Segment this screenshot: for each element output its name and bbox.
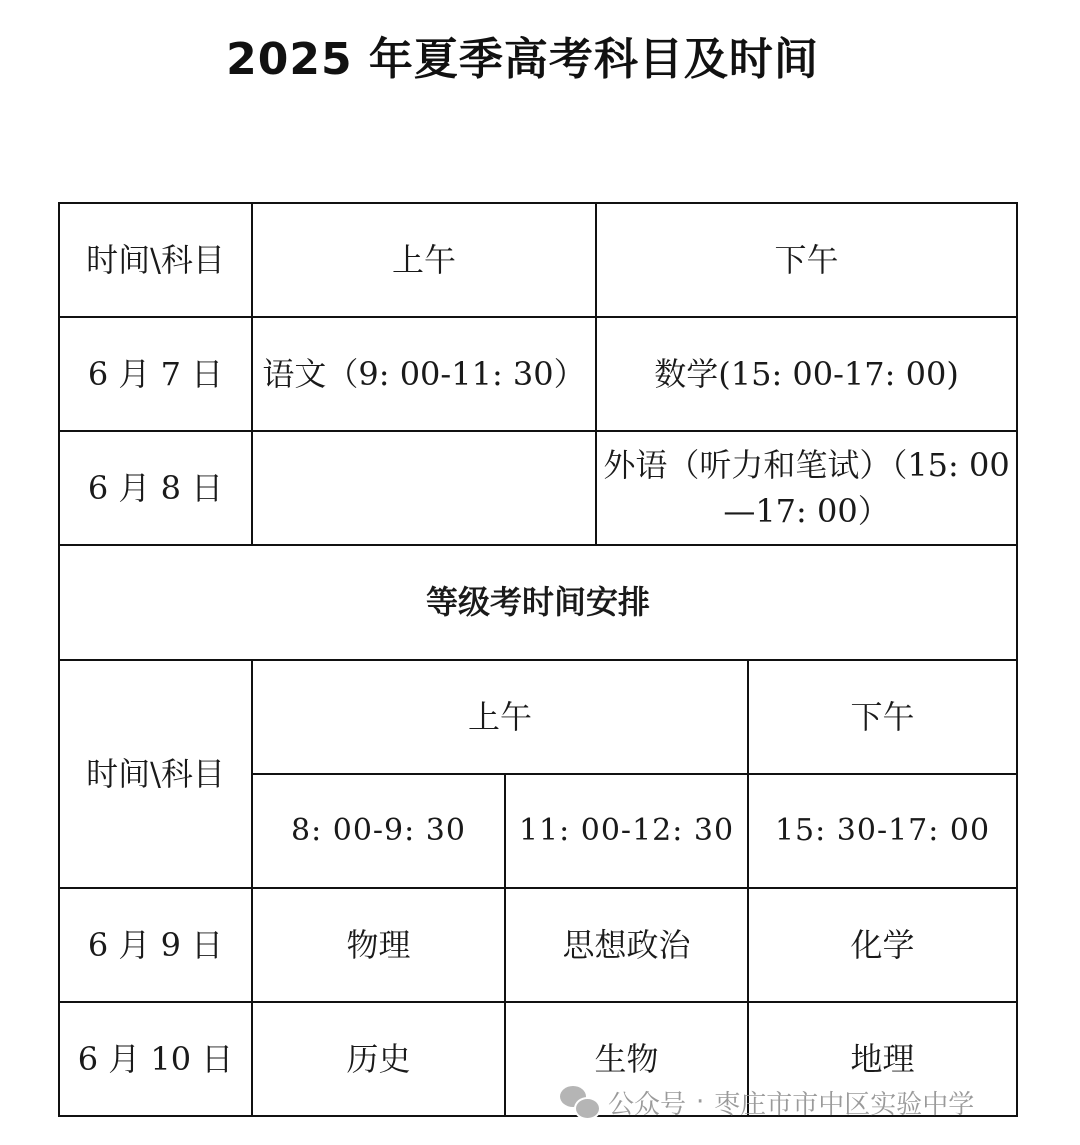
page-title: 2025 年夏季高考科目及时间 <box>226 34 819 85</box>
watermark-separator: · <box>696 1087 705 1117</box>
table-row <box>59 660 1017 774</box>
morning-header: 上午 <box>252 660 748 774</box>
subject-cell: 语文（9: 00-11: 30） <box>252 317 596 431</box>
subject-cell: 生物 <box>505 1002 748 1116</box>
empty-cell <box>252 431 596 545</box>
date-cell: 6 月 8 日 <box>59 431 252 545</box>
wechat-icon <box>560 1086 600 1118</box>
corner-header: 时间\科目 <box>59 203 252 317</box>
time-slot: 11: 00-12: 30 <box>505 774 748 888</box>
date-cell: 6 月 7 日 <box>59 317 252 431</box>
table-row <box>59 317 1017 431</box>
table-row <box>59 203 1017 317</box>
table-row <box>59 431 1017 545</box>
time-slot: 8: 00-9: 30 <box>252 774 505 888</box>
table-row <box>59 888 1017 1002</box>
afternoon-header: 下午 <box>596 203 1017 317</box>
time-slot: 15: 30-17: 00 <box>748 774 1017 888</box>
subject-cell: 历史 <box>252 1002 505 1116</box>
afternoon-header: 下午 <box>748 660 1017 774</box>
watermark-account: 枣庄市市中区实验中学 <box>714 1089 975 1120</box>
subject-cell: 地理 <box>748 1002 1017 1116</box>
section-title: 等级考时间安排 <box>59 545 1017 659</box>
exam-schedule-table <box>58 202 1018 1117</box>
corner-header: 时间\科目 <box>59 660 252 888</box>
subject-cell: 数学(15: 00-17: 00) <box>596 317 1017 431</box>
watermark-label: 公众号 <box>608 1089 687 1120</box>
subject-cell: 外语（听力和笔试）（15: 00—17: 00） <box>596 431 1017 545</box>
subject-cell: 思想政治 <box>505 888 748 1002</box>
subject-cell: 物理 <box>252 888 505 1002</box>
date-cell: 6 月 10 日 <box>59 1002 252 1116</box>
table-row <box>59 545 1017 659</box>
account-watermark <box>560 1082 974 1122</box>
morning-header: 上午 <box>252 203 596 317</box>
date-cell: 6 月 9 日 <box>59 888 252 1002</box>
subject-cell: 化学 <box>748 888 1017 1002</box>
